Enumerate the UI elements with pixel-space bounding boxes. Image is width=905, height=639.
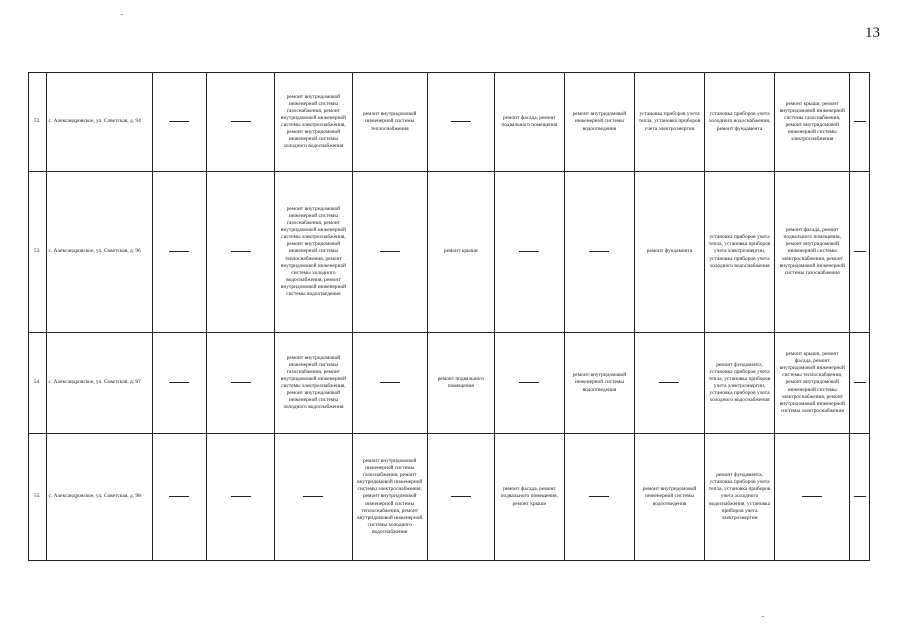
empty-dash: [169, 121, 189, 122]
dash-cell: [152, 172, 207, 333]
row-number: 54.: [29, 333, 47, 434]
dash-cell: [152, 434, 207, 561]
dash-cell: [564, 434, 634, 561]
dash-cell: [427, 434, 494, 561]
work-cell: ремонт внутридомовой инженерной системы газоснабжения, ремонт внутридомовой инженерной системы электроснабжения, ремонт внутридомовой инженерной системы холодного водоснабжения: [275, 73, 352, 172]
work-cell: ремонт внутридомовой инженерной системы водоотведения: [564, 333, 634, 434]
dash-cell: [850, 73, 870, 172]
address-cell: с. Александровское, ул. Советская, д. 96: [46, 172, 152, 333]
dash-cell: [207, 73, 275, 172]
work-cell: установка приборов учета холодного водоснабжения, ремонт фундамента: [705, 73, 775, 172]
dash-cell: [564, 172, 634, 333]
table-row: [29, 73, 870, 172]
work-cell: ремонт фасада, ремонт подвального помещения, ремонт внутридомовой инженерной системы электроснабжения, ремонт внутридомовой инженерной системы газоснабжения: [775, 172, 850, 333]
work-cell: ремонт фасада, ремонт подвального помещения, ремонт крыши: [494, 434, 564, 561]
work-cell: установка приборов учета тепла, установка приборов учета электроэнергии, установка приборов учета холодного водоснабжения: [705, 172, 775, 333]
dash-cell: [352, 172, 427, 333]
empty-dash: [169, 496, 189, 497]
dash-cell: [494, 172, 564, 333]
empty-dash: [231, 251, 251, 252]
address-cell: с. Александровское, ул. Советская, д. 97: [46, 333, 152, 434]
empty-dash: [231, 496, 251, 497]
scan-speck: [762, 616, 764, 617]
work-cell: ремонт крыши, ремонт фасада, ремонт внутридомовой инженерной системы теплоснабжения, ремонт внутридомовой инженерной системы электроснабжения, ремонт внутридомовой инженерной системы электроснабжения: [775, 333, 850, 434]
dash-cell: [427, 73, 494, 172]
work-cell: ремонт фасада, ремонт подвального помещения: [494, 73, 564, 172]
empty-dash: [589, 496, 609, 497]
dash-cell: [207, 333, 275, 434]
dash-cell: [152, 333, 207, 434]
empty-dash: [519, 251, 539, 252]
dash-cell: [634, 333, 704, 434]
dash-cell: [775, 434, 850, 561]
work-cell: установка приборов учета тепла, установка приборов учета электроэнергии: [634, 73, 704, 172]
work-cell: ремонт подвального помещения: [427, 333, 494, 434]
table-row: [29, 172, 870, 333]
row-number: 53.: [29, 172, 47, 333]
empty-dash: [380, 382, 400, 383]
work-cell: ремонт фундамента, установка приборов учета тепла, установка приборов учета холодного водоснабжения, установка приборов учета электроэнергии: [705, 434, 775, 561]
work-cell: ремонт крыши, ремонт внутридомовой инженерной системы газоснабжения, ремонт внутридомовой инженерной системы электроснабжения: [775, 73, 850, 172]
address-cell: с. Александровское, ул. Советская, д. 94: [46, 73, 152, 172]
dash-cell: [207, 434, 275, 561]
dash-cell: [850, 434, 870, 561]
empty-dash: [519, 382, 539, 383]
empty-dash: [659, 382, 679, 383]
dash-cell: [352, 333, 427, 434]
empty-dash: [451, 496, 471, 497]
row-number: 55.: [29, 434, 47, 561]
empty-dash: [451, 121, 471, 122]
table-row: [29, 333, 870, 434]
work-cell: ремонт внутридомовой инженерной системы газоснабжения, ремонт внутридомовой инженерной системы электроснабжения, ремонт внутридомовой инженерной системы теплоснабжения, ремонт внутридомовой инженерной системы холодного водоснабжения, ремонт внутридомовой инженерной системы водоотведения: [275, 172, 352, 333]
page-number: 13: [865, 25, 880, 41]
work-cell: ремонт внутридомовой инженерной системы водоотведения: [634, 434, 704, 561]
empty-dash: [231, 121, 251, 122]
work-cell: ремонт внутридомовой инженерной системы водоотведения: [564, 73, 634, 172]
empty-dash: [231, 382, 251, 383]
dash-cell: [850, 172, 870, 333]
empty-dash: [169, 382, 189, 383]
scan-speck: [121, 14, 123, 15]
empty-dash: [169, 251, 189, 252]
row-number: 52.: [29, 73, 47, 172]
work-cell: ремонт фундамента: [634, 172, 704, 333]
work-cell: ремонт крыши: [427, 172, 494, 333]
empty-dash: [589, 251, 609, 252]
empty-dash: [854, 382, 866, 383]
empty-dash: [303, 496, 323, 497]
address-cell: с. Александровское, ул. Советская, д. 98: [46, 434, 152, 561]
work-cell: ремонт внутридомовой инженерной системы газоснабжения, ремонт внутридомовой инженерной системы электроснабжения, ремонт внутридомовой инженерной системы теплоснабжения, ремонт внутридомовой инженерной системы холодного водоснабжения: [352, 434, 427, 561]
empty-dash: [854, 251, 866, 252]
empty-dash: [802, 496, 822, 497]
works-table: [28, 72, 870, 561]
dash-cell: [207, 172, 275, 333]
table-row: [29, 434, 870, 561]
dash-cell: [275, 434, 352, 561]
dash-cell: [152, 73, 207, 172]
work-cell: ремонт фундамента, установка приборов учета тепла, установка приборов учета электроэнергии, установка приборов учета холодного водоснабжения: [705, 333, 775, 434]
dash-cell: [850, 333, 870, 434]
empty-dash: [854, 496, 866, 497]
empty-dash: [380, 251, 400, 252]
work-cell: ремонт внутридомовой инженерной системы теплоснабжения: [352, 73, 427, 172]
dash-cell: [494, 333, 564, 434]
empty-dash: [854, 121, 866, 122]
work-cell: ремонт внутридомовой инженерной системы газоснабжения, ремонт внутридомовой инженерной системы электроснабжения, ремонт внутридомовой инженерной системы холодного водоснабжения: [275, 333, 352, 434]
